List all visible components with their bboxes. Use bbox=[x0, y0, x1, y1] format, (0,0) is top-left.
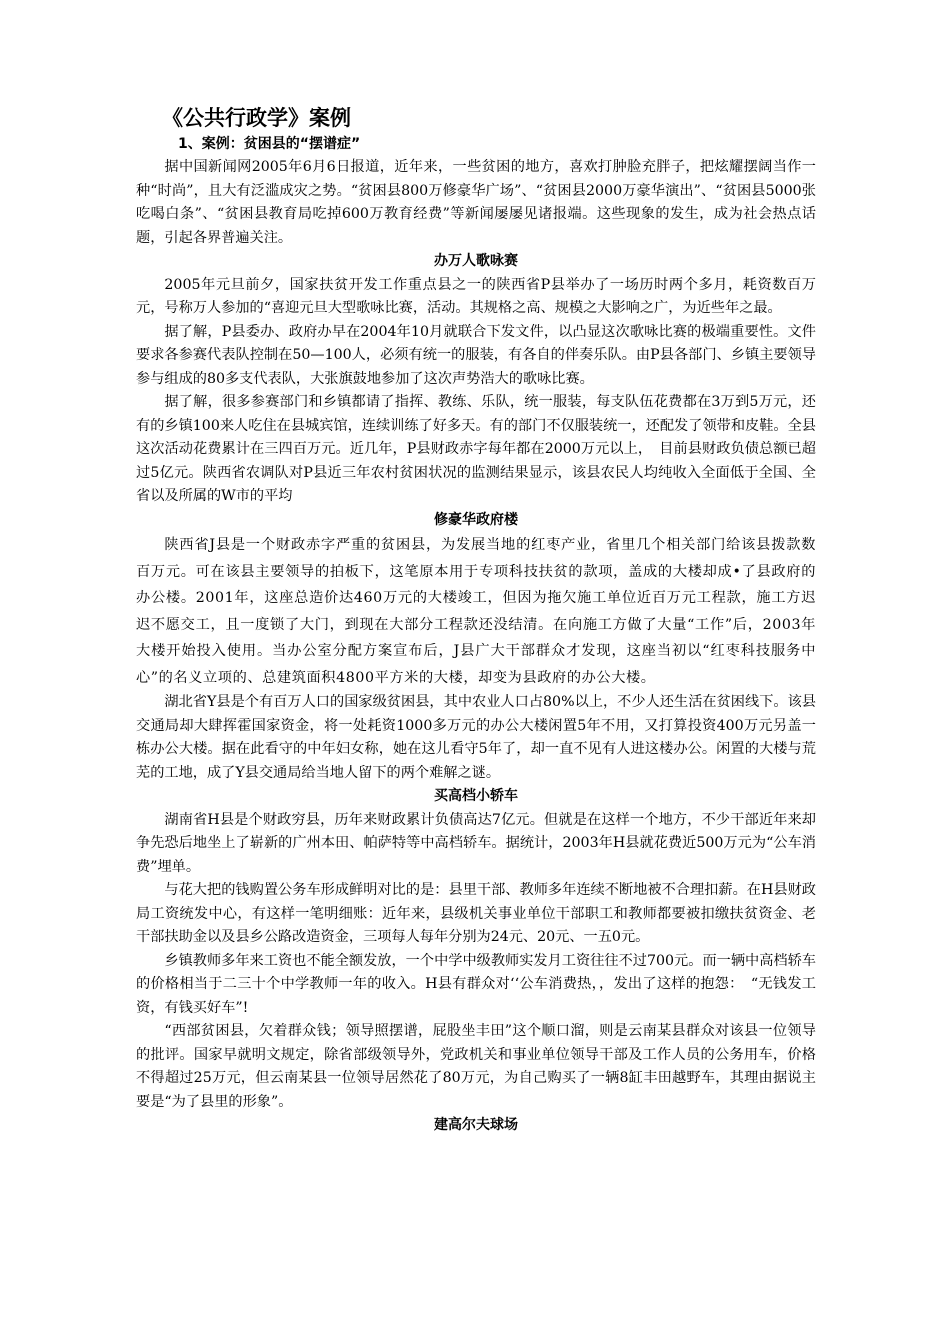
body-paragraph: 湖南省H县是个财政穷县，历年来财政累计负债高达7亿元。但就是在这样一个地方，不少干部近年来却争先恐后地坐上了崭新的广州本田、帕萨特等中高档轿车。据统计，2003年H县就花费近500万元为“公车消费”埋单。 bbox=[136, 811, 816, 875]
section-heading: 修豪华政府楼 bbox=[434, 511, 518, 528]
body-paragraph: 陕西省J县是一个财政赤字严重的贫困县，为发展当地的红枣产业，省里几个相关部门给该县拨款数百万元。可在该县主要领导的拍板下，这笔原本用于专项科技扶贫的款项，盖成的大楼却成•了县政府的办公楼。2001年，这座总造价达460万元的大楼竣工，但因为拖欠施工单位近百万元工程款，施工方迟迟不愿交工，且一度锁了大门，到现在大部分工程款还没结清。在向施工方做了大量“工作”后，2003年大楼开始投入使用。当办公室分配方案宣布后，J县广大干部群众才发现，这座当初以“红枣科技服务中心”的名义立项的、总建筑面积4800平方米的大楼，却变为县政府的办公大楼。 bbox=[136, 537, 816, 686]
body-paragraph: 据了解，很多参赛部门和乡镇都请了指挥、教练、乐队，统一服装，每支队伍花费都在3万到5万元，还有的乡镇100来人吃住在县城宾馆，连续训练了好多天。有的部门不仅服装统一，还配发了领带和皮鞋。全县这次活动花费累计在三四百万元。近几年，P县财政赤字每年都在2000万元以上， 目前县财政负债总额已超过5亿元。陕西省农调队对P县近三年农村贫困状况的监测结果显示，该县农民人均纯收入全面低于全国、全省以及所属的W市的平均 bbox=[136, 394, 816, 504]
body-paragraph: 据了解，P县委办、政府办早在2004年10月就联合下发文件，以凸显这次歌咏比赛的极端重要性。文件要求各参赛代表队控制在50—100人，必须有统一的服装，有各自的伴奏乐队。由P县各部门、乡镇主要领导参与组成的80多支代表队，大张旗鼓地参加了这次声势浩大的歌咏比赛。 bbox=[136, 323, 816, 387]
body-paragraph: 2005年元旦前夕，国家扶贫开发工作重点县之一的陕西省P县举办了一场历时两个多月，耗资数百万元，号称万人参加的“喜迎元旦大型歌咏比赛，活动。其规格之高、规模之大影响之广，为近些年之最。 bbox=[136, 276, 816, 316]
document-body bbox=[136, 156, 816, 1138]
body-paragraph: “西部贫困县，欠着群众钱；领导照摆谱，屁股坐丰田”这个顺口溜，则是云南某县群众对该县一位领导的批评。国家早就明文规定，除省部级领导外，党政机关和事业单位领导干部及工作人员的公务用车，价格不得超过25万元，但云南某县一位领导居然花了80万元，为自己购买了一辆8缸丰田越野车，其理由据说主要是“为了县里的形象”。 bbox=[136, 1023, 816, 1110]
section-heading: 买高档小轿车 bbox=[434, 788, 518, 804]
case-subtitle: 1、案例：贫困县的“摆谱症” bbox=[178, 136, 361, 152]
body-paragraph: 与花大把的钱购置公务车形成鲜明对比的是：县里干部、教师多年连续不断地被不合理扣薪。在H县财政局工资统发中心，有这样一笔明细账：近年来，县级机关事业单位干部职工和教师都要被扣缴扶贫资金、老干部扶助金以及县乡公路改造资金，三项每人每年分别为24元、20元、一五0元。 bbox=[136, 882, 816, 945]
section-heading: 建高尔夫球场 bbox=[434, 1117, 518, 1133]
section-heading: 办万人歌咏赛 bbox=[434, 253, 518, 269]
document-title: 《公共行政学》案例 bbox=[162, 106, 351, 130]
body-paragraph: 乡镇教师多年来工资也不能全额发放，一个中学中级教师实发月工资往往不过700元。而一辆中高档轿车的价格相当于二三十个中学教师一年的收入。H县有群众对‘‘公车消费热，，发出了这样的抱怨： “无钱发工资，有钱买好车”! bbox=[136, 952, 816, 1016]
body-paragraph: 湖北省Y县是个有百万人口的国家级贫困县，其中农业人口占80%以上，不少人还生活在贫困线下。该县交通局却大肆挥霍国家资金，将一处耗资1000多万元的办公大楼闲置5年不用，又打算投资400万元另盖一栋办公大楼。据在此看守的中年妇女称，她在这儿看守5年了，却一直不见有人进这楼办公。闲置的大楼与荒芜的工地，成了Y县交通局给当地人留下的两个难解之谜。 bbox=[136, 694, 816, 781]
intro-paragraph: 据中国新闻网2005年6月6日报道，近年来，一些贫困的地方，喜欢打肿脸充胖子，把炫耀摆阔当作一种“时尚”，且大有泛滥成灾之势。“贫困县800万修豪华广场”、“贫困县2000万豪华演出”、“贫困县5000张吃喝白条”、“贫困县教育局吃掉600万教育经费”等新闻屡屡见诸报端。这些现象的发生，成为社会热点话题，引起各界普遍关注。 bbox=[136, 159, 816, 246]
